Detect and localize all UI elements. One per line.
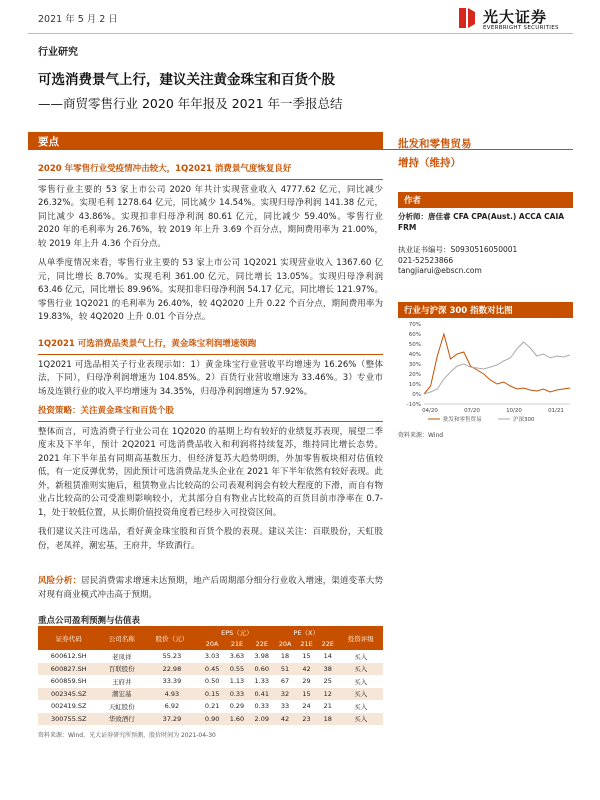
col-year: 22E (317, 638, 338, 650)
table-cell: 12 (317, 688, 338, 701)
risk-text: 居民消费需求增速未达预期，地产后周期部分细分行业收入增速，渠道变革大势对现有商业模式冲击高于预期。 (38, 576, 383, 600)
section-divider (38, 421, 383, 422)
col-pe: PE（X） (274, 626, 338, 638)
section-3 (38, 405, 383, 553)
table-cell: 32 (274, 688, 296, 701)
paragraph: 我们建议关注可选品，看好黄金珠宝股和百货个股的表现。建议关注：百联股份，天虹股份，老凤祥，潮宏基，王府井，华致酒行。 (38, 527, 383, 551)
table-cell: 0.29 (229, 702, 245, 711)
risk-analysis (38, 575, 383, 602)
table-cell: 买入 (354, 702, 368, 711)
series-line-industry (424, 334, 570, 394)
table-cell: 42 (296, 663, 317, 676)
index-comparison-chart (398, 320, 573, 428)
table-cell: 24 (302, 702, 311, 711)
y-tick-label: 70% (408, 322, 421, 328)
certificate-number: 执业证书编号：S0930516050001 (398, 245, 518, 254)
table-source: 资料来源：Wind，光大证券研究所预测，股价时间为 2021-04-30 (38, 732, 216, 739)
chart-source: 资料来源：Wind (398, 432, 444, 439)
header-divider (28, 33, 573, 34)
section-heading: 2020 年零售行业受疫情冲击较大，1Q2021 消费景气度恢复良好 (38, 164, 292, 174)
chart-label: 行业与沪深 300 指数对比图 (398, 302, 573, 318)
table-cell: 3.03 (204, 652, 220, 661)
table-row (38, 650, 383, 663)
table-cell: 0.55 (225, 663, 250, 676)
table-cell: 600827.SH (38, 663, 100, 676)
table-cell: 买入 (338, 713, 383, 726)
table-cell: 002345.SZ (38, 688, 100, 701)
table-cell: 3.98 (254, 652, 269, 661)
table-cell: 38 (317, 663, 338, 676)
phone-number: 021-52523866 (398, 255, 454, 265)
author-label: 作者 (398, 192, 573, 208)
table-cell: 33.39 (162, 677, 182, 686)
table-row (38, 700, 383, 713)
email-address: tangjiarui@ebscn.com (398, 266, 482, 275)
table-title: 重点公司盈利预测与估值表 (38, 616, 141, 626)
paragraph: 整体而言，可选消费子行业公司在 1Q2020 的基期上均有较好的业绩复苏表现，展望二季度末及下半年，预计 2Q2021 可选消费品收入和利润将持续复苏，维持同比增长态势。2021 年下半年虽有同期高基数压力，但经济复苏大趋势明朗，外加零售板块相对估值较低，有一定反弹优势，因此预计可选消费品龙头企业在 2021 年下半年依然有较好表现。此外，新租赁准则实施后，租赁物业占比较高的公司表观利润会有较大程度的下滑，而自有物业占比较高的公司受准则影响较小，尤其部分自有物业占比较高的百货目前市净率在 0.7-1，处于较低位置，从长期价值投资角度看已经步入可投资区间。 (38, 426, 383, 518)
industry-rating: 增持（维持） (398, 157, 461, 169)
section-divider (38, 179, 383, 180)
table-cell: 买入 (338, 688, 383, 701)
table-cell: 4.93 (144, 688, 200, 701)
table-row (38, 713, 383, 726)
table-cell: 潮宏基 (100, 688, 145, 701)
section-2 (38, 338, 383, 399)
table-cell: 3.63 (229, 652, 245, 661)
table-cell: 18 (280, 652, 290, 661)
summary-banner (28, 132, 383, 150)
table-cell: 600859.SH (50, 677, 87, 686)
analyst-name: 分析师：唐佳睿 CFA CPA(Aust.) ACCA CAIA FRM (398, 212, 565, 232)
earnings-forecast-table (38, 626, 383, 725)
table-cell: 0.33 (254, 702, 269, 711)
table-cell: 6.92 (164, 702, 180, 711)
y-tick-label: 40% (408, 352, 421, 358)
col-price: 股价（元） (144, 626, 200, 650)
x-tick-label: 04/20 (422, 408, 438, 414)
table-cell: 天虹股份 (108, 702, 135, 711)
table-cell: 老凤祥 (112, 652, 132, 661)
table-cell: 14 (323, 652, 332, 661)
table-cell: 33 (280, 702, 290, 711)
y-tick-label: 10% (408, 382, 421, 388)
author-panel (398, 192, 573, 277)
col-rating: 投资评级 (338, 626, 383, 650)
paragraph: 从单季度情况来看，零售行业主要的 53 家上市公司 1Q2021 实现营业收入 1367.60 亿元，同比增长 8.70%。实现毛利 361.00 亿元，同比增长 13.05%。实现归母净利润 63.46 亿元，同比增长 89.96%。实现扣非归母净利润 54.17 亿元，同比增长 121.97%。零售行业 1Q2021 的毛利率为 26.40%，较 4Q2020 上升 0.22 个百分点，期间费用率为 19.83%，较 4Q2020 上升 0.01 个百分点。 (38, 258, 383, 322)
everbright-logo-icon (456, 6, 478, 30)
rating-panel (398, 136, 573, 170)
col-eps: EPS（元） (200, 626, 274, 638)
table-cell: 0.41 (249, 688, 274, 701)
x-tick-label: 07/20 (464, 408, 480, 414)
y-tick-label: 60% (408, 332, 421, 338)
table-cell: 0.50 (204, 677, 220, 686)
section-1 (38, 163, 383, 325)
report-subtitle: ——商贸零售行业 2020 年年报及 2021 年一季报总结 (38, 96, 343, 111)
logo-text-en: EVERBRIGHT SECURITIES (483, 25, 559, 31)
table-cell: 37.29 (144, 713, 200, 726)
col-year: 22E (249, 638, 274, 650)
table-cell: 百联股份 (100, 663, 145, 676)
table-cell: 0.45 (200, 663, 225, 676)
col-year: 20A (274, 638, 296, 650)
table-cell: 0.33 (225, 688, 250, 701)
table-cell: 买入 (338, 663, 383, 676)
report-category: 行业研究 (38, 47, 78, 58)
table-cell: 002419.SZ (51, 702, 87, 711)
section-heading: 1Q2021 可选消费品类景气上行，黄金珠宝利润增速领跑 (38, 339, 257, 349)
table-cell: 15 (296, 688, 317, 701)
logo-text-cn: 光大证券 (483, 8, 548, 26)
summary-label: 要点 (38, 136, 59, 148)
table-cell: 王府井 (112, 677, 132, 686)
y-tick-label: 0% (412, 392, 421, 398)
col-name: 公司名称 (100, 626, 145, 650)
table-cell: 42 (274, 713, 296, 726)
table-cell: 0.15 (200, 688, 225, 701)
table-row (38, 675, 383, 688)
table-cell: 2.09 (249, 713, 274, 726)
y-tick-label: 50% (408, 342, 421, 348)
x-tick-label: 10/20 (506, 408, 522, 414)
table-cell: 0.21 (204, 702, 220, 711)
table-cell: 22.98 (144, 663, 200, 676)
table-cell: 0.90 (200, 713, 225, 726)
report-date: 2021 年 5 月 2 日 (38, 14, 118, 25)
col-code: 证券代码 (38, 626, 100, 650)
report-title: 可选消费景气上行，建议关注黄金珠宝和百货个股 (38, 72, 335, 88)
col-year: 20A (200, 638, 225, 650)
paragraph: 1Q2021 可选品相关子行业表现示如：1）黄金珠宝行业营收平均增速为 16.26%（整体法，下同），归母净利润增速为 104.85%。2）百货行业营收增速为 33.46%。3）专业市场及连锁行业的收入平均增速为 34.35%，归母净利润增速为 57.92%。 (38, 359, 383, 397)
table-cell: 25 (323, 677, 332, 686)
col-year: 21E (225, 638, 250, 650)
y-tick-label: -10% (406, 402, 421, 408)
table-cell: 买入 (354, 677, 368, 686)
table-cell: 300755.SZ (38, 713, 100, 726)
industry-name: 批发和零售贸易 (398, 138, 472, 150)
table-cell: 67 (280, 677, 290, 686)
x-tick-label: 01/21 (548, 408, 564, 414)
y-tick-label: 20% (408, 372, 421, 378)
table-cell: 15 (302, 652, 311, 661)
table-cell: 0.60 (249, 663, 274, 676)
section-divider (38, 354, 383, 355)
table-row (38, 688, 383, 701)
table-cell: 51 (274, 663, 296, 676)
paragraph: 零售行业主要的 53 家上市公司 2020 年共计实现营业收入 4777.62 亿元，同比减少 26.32%。实现毛利 1278.64 亿元，同比减少 14.54%。实现归母净利润 141.38 亿元，同比减少 43.86%。实现扣非归母净利润 80.61 亿元，同比减少 59.40%。零售行业 2020 年的毛利率为 26.76%，较 2019 年上升 3.69 个百分点，期间费用率为 21.00%，较 2019 年上升 4.36 个百分点。 (38, 184, 383, 249)
table-cell: 华致酒行 (100, 713, 145, 726)
risk-label: 风险分析： (38, 576, 82, 586)
company-logo (456, 6, 568, 36)
table-cell: 1.33 (254, 677, 269, 686)
chart-header (398, 302, 573, 318)
table-cell: 1.60 (225, 713, 250, 726)
table-cell: 55.23 (162, 652, 182, 661)
legend-label-hs300: 沪深300 (513, 417, 535, 423)
table-cell: 23 (296, 713, 317, 726)
y-tick-label: 30% (408, 362, 421, 368)
table-cell: 21 (323, 702, 332, 711)
table-cell: 600612.SH (50, 652, 87, 661)
table-row (38, 663, 383, 676)
section-heading: 投资策略：关注黄金珠宝和百货个股 (38, 406, 175, 416)
table-cell: 18 (317, 713, 338, 726)
table-cell: 买入 (354, 652, 368, 661)
series-line-hs300 (424, 342, 570, 394)
table-cell: 29 (302, 677, 311, 686)
col-year: 21E (296, 638, 317, 650)
legend-label-industry: 批发和零售贸易 (443, 417, 482, 423)
table-cell: 1.13 (229, 677, 245, 686)
